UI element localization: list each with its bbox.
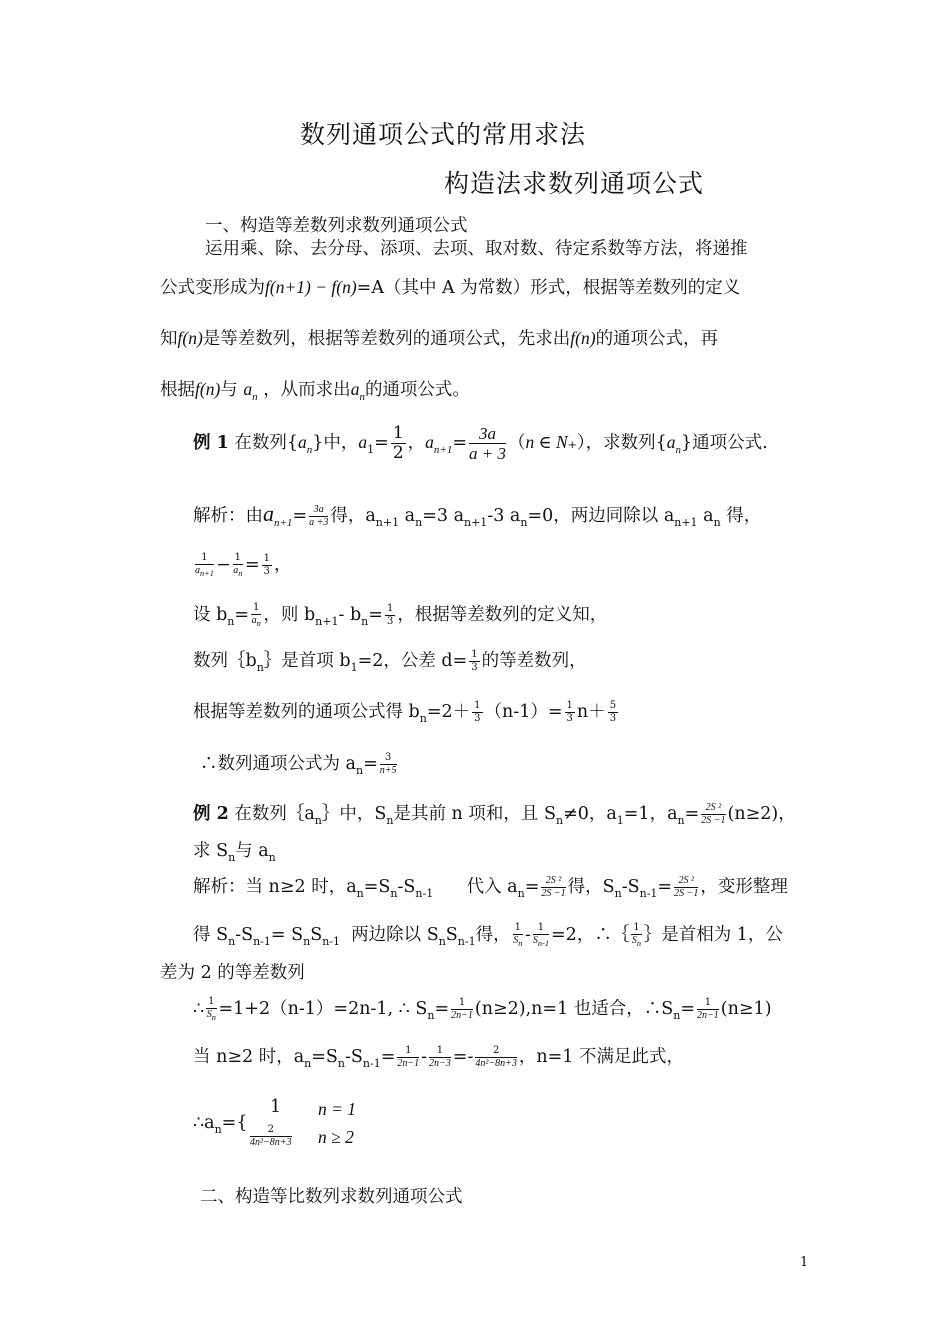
fraction: $\frac{3a}{a +3}$ bbox=[309, 504, 329, 528]
case-2-value bbox=[248, 1125, 294, 1148]
case-1-value: 1 bbox=[270, 1097, 282, 1117]
piecewise-label: $\therefore a_n=${ bbox=[193, 1113, 248, 1136]
fraction: $\frac{3a}{a + 3}$ bbox=[469, 424, 506, 463]
fraction: $\frac{1}{3}$ bbox=[566, 700, 573, 724]
fraction: $\frac{1}{a_n}$ bbox=[251, 602, 261, 628]
fraction: $\frac{1}{3}$ bbox=[474, 700, 481, 724]
paragraph-line: 根据f(n)与 $a_n$ ，从而求出$a_n$的通项公式。 bbox=[160, 379, 470, 403]
solution-2-line: 解析：当 n≥2 时，$a_n=S_n-S_{n-1}$ 代入 $a_n=$ $\frac{\text{2S ²}}{2S -1}$ 得，$S_n-S_{n-1}=$ $\frac{\text{2S ²}}{2S -1}$ ，变形整理 bbox=[193, 875, 788, 900]
solution-2-line: 差为 2 的等差数列 bbox=[160, 963, 305, 983]
solution-1-line: 数列$\{b_n\}$是首项 $b_1=2$，公差 d= $\frac{1}{3}$ 的等差数列， bbox=[193, 649, 587, 674]
example-1: 例 1 在数列$\{a_n\}$中，$a_1=$ $\frac{1}{2}$ ，$a_{n+1}=$ $\frac{3a}{a + 3}$ （n ∈ N₊），求数列$\{a_n\}$通项公式. bbox=[193, 423, 768, 463]
fraction: $\frac{1}{2n-3}$ bbox=[429, 1045, 451, 1069]
fraction: $\frac{1}{3}$ bbox=[386, 603, 394, 628]
solution-1-result: ∴数列通项公式为 $a_n=$ $\frac{3}{n+5}$ bbox=[200, 752, 397, 777]
solution-2-line: ∴ $\frac{1}{S_n}$ =1+2（n-1）=2n-1, ∴ $S_n=$ $\frac{1}{2n-1}$ (n≥2),n=1 也适合，$\therefore S_n=$ $\frac{1}{2n-1}$ (n≥1) bbox=[193, 996, 772, 1023]
fraction: $\frac{2}{\text{4n²−8n+3}}$ bbox=[250, 1124, 292, 1148]
fraction: $\frac{1}{S_n}$ bbox=[206, 996, 216, 1022]
case-1-condition: n = 1 bbox=[318, 1099, 357, 1119]
paragraph-line: 公式变形成为f(n+1) − f(n)=A（其中 A 为常数）形式，根据等差数列的定义 bbox=[160, 277, 741, 298]
fraction: $\frac{1}{S_n}$ bbox=[513, 922, 523, 948]
page-title: 数列通项公式的常用求法 bbox=[300, 120, 587, 149]
section-heading-2: 二、构造等比数列求数列通项公式 bbox=[200, 1187, 463, 1207]
section-heading-1: 一、构造等差数列求数列通项公式 bbox=[205, 216, 468, 236]
fraction: $\frac{1}{a_{n+1}}$ bbox=[195, 552, 214, 578]
fraction: $\frac{1}{2}$ bbox=[392, 423, 404, 463]
solution-2-line: 得 $S_n-S_{n-1}= S_nS_{n-1}$ 两边除以 $S_nS_{n-1}$得， $\frac{1}{S_n}$ - $\frac{1}{S_{n-1}}$ =2，∴｛ $\frac{1}{S_n}$ ｝是首相为 1，公 bbox=[193, 922, 783, 949]
example-2-line: 求 $S_n$与 $a_n$ bbox=[193, 841, 276, 864]
fraction: $\frac{\text{2S ²}}{2S -1}$ bbox=[701, 802, 726, 826]
solution-1-line: 根据等差数列的通项公式得 $b_n=2+$ $\frac{1}{3}$ （n-1）= $\frac{1}{3}$ n＋ $\frac{5}{3}$ bbox=[193, 700, 617, 725]
fraction: $\frac{1}{3}$ bbox=[471, 649, 478, 673]
fraction: $\frac{1}{a_n}$ bbox=[233, 552, 243, 578]
solution-1-line: 解析：由$a_{n+1}=$ $\frac{3a}{a +3}$ 得，$a_{n+1}$ $a_n=3$ $a_{n+1}-3$ $a_n=0$，两边同除以 $a_{n+1}$ $a_n$ 得， bbox=[193, 501, 762, 529]
solution-2-line: 当 n≥2 时，$a_n=S_n-S_{n-1}=$ $\frac{1}{2n-1}$ - $\frac{1}{2n-3}$ =- $\frac{2}{\text{4n²−8n+3}}$ ，n=1 不满足此式， bbox=[193, 1045, 685, 1070]
paragraph-line: 知f(n)是等差数列，根据等差数列的通项公式，先求出f(n)的通项公式，再 bbox=[160, 328, 719, 349]
fraction: $\frac{\text{2S ²}}{2S -1}$ bbox=[541, 875, 566, 899]
fraction: $\frac{1}{S_n}$ bbox=[631, 922, 642, 948]
fraction: $\frac{1}{2n-1}$ bbox=[397, 1045, 420, 1069]
solution-1-line: 设 $b_n=$ $\frac{1}{a_n}$ ，则 $b_{n+1}-$ $b_n=$ $\frac{1}{3}$ ，根据等差数列的定义知， bbox=[193, 602, 608, 629]
page-subtitle: 构造法求数列通项公式 bbox=[444, 169, 705, 198]
fraction: $\frac{\text{2S ²}}{2S -1}$ bbox=[674, 875, 699, 899]
fraction: $\frac{1}{2n-1}$ bbox=[697, 997, 719, 1022]
fraction: $\frac{1}{S_{n-1}}$ bbox=[532, 922, 550, 948]
fraction: $\frac{3}{n+5}$ bbox=[379, 752, 397, 776]
fraction: $\frac{1}{2n-1}$ bbox=[451, 997, 473, 1022]
fraction: $\frac{5}{3}$ bbox=[609, 700, 617, 724]
fraction: $\frac{1}{3}$ bbox=[263, 553, 271, 578]
solution-1-line: $\frac{1}{a_{n+1}}$ − $\frac{1}{a_n}$ = $\frac{1}{3}$ ， bbox=[195, 552, 292, 578]
page-number: 1 bbox=[800, 1255, 809, 1270]
fraction: $\frac{2}{\text{4n²−8n+3}}$ bbox=[475, 1045, 517, 1069]
paragraph-line: 运用乘、除、去分母、添项、去项、取对数、待定系数等方法，将递推 bbox=[205, 239, 748, 259]
case-2-condition: n ≥ 2 bbox=[318, 1127, 354, 1147]
example-2: 例 2 在数列$\{a_n\}$中，$S_n$是其前 n 项和，且 $S_n\ne 0$，$a_1=1$，$a_n=$ $\frac{\text{2S ²}}{2S -1}$ (n≥2)， bbox=[193, 802, 796, 827]
